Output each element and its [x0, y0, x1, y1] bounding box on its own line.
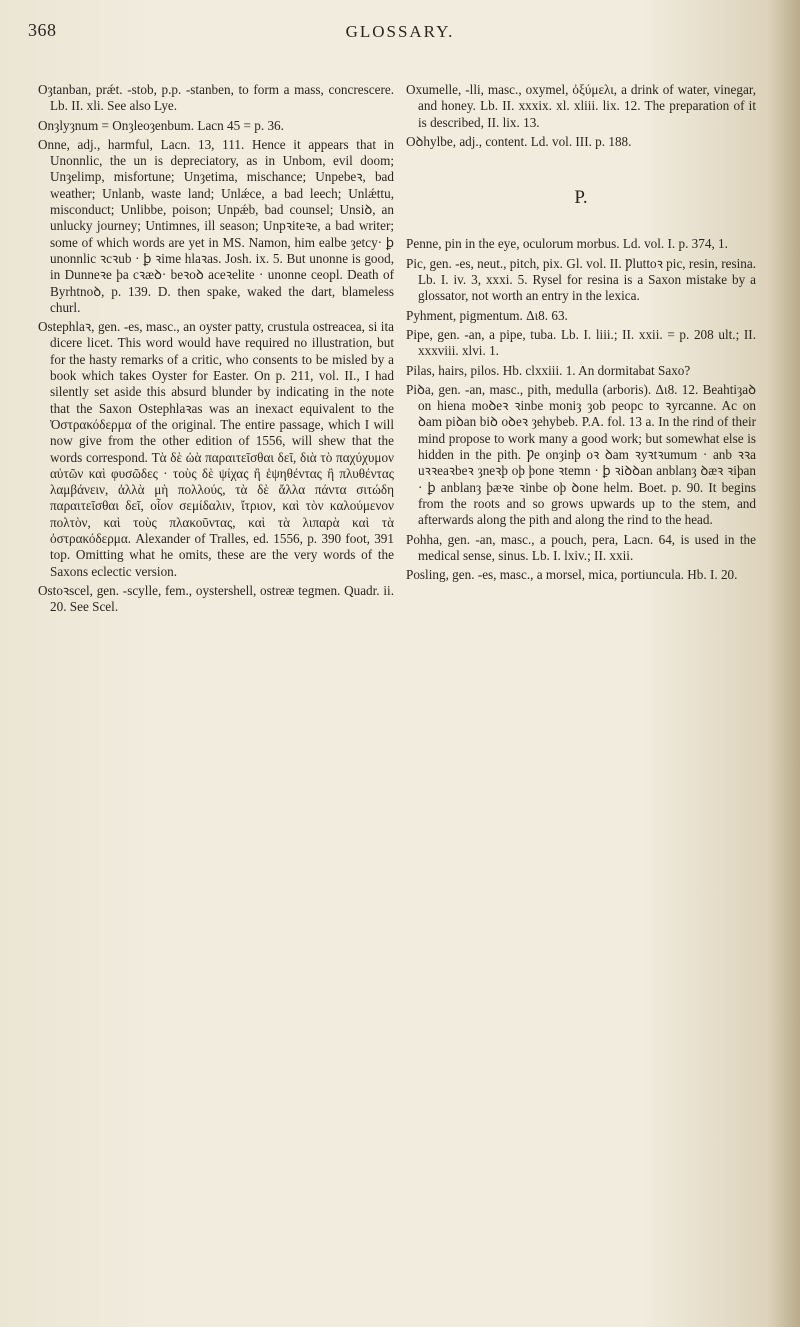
glossary-entry: Onȝlyȝnum = Onȝleoȝenbum. Lacn 45 = p. 36.: [38, 117, 284, 133]
glossary-entry: Onne, adj., harmful, Lacn. 13, 111. Hence it appears that in Unonnlic, the un is depreciatory, as in Unbom, evil doom; Unȝelimp, misfortune; Unȝetima, mischance; Unpebeꝛ, bad weather; Unlanb, waste land; Unlǽce, a bad leech; Unlǽttu, misconduct; Unlibbe, poison; Unpǽb, bad counsel; Unsiꝺ, an unlucky journey; Untimnes, ill season; Unpꝛiteꝛe, a bad writer; some of which words are yet in MS. Namon, him ealbe ȝetcy· ꝧ unonnlic ꝛcꝛub · ꝧ ꝛime hlaꝛas. Josh. ix. 5. But unonne is good, in Dunneꝛe þa cꝛæꝺ· beꝛoꝺ aceꝛelite · unonne ceopl. Death of Byrhtnoꝺ, p. 139. D. then spake, waked the dart, blameless churl.: [38, 136, 394, 315]
glossary-entry: Oxumelle, -lli, masc., oxymel, ὀξύμελι, a drink of water, vinegar, and honey. Lb. II. xxxix. xl. xliii. lix. 12. The preparation of it is described, II. lix. 13.: [406, 82, 756, 130]
glossary-entry: Ostoꝛscel, gen. -scylle, fem., oystershell, ostreæ tegmen. Quadr. ii. 20. See Scel.: [38, 582, 394, 615]
page-header: [28, 20, 772, 60]
glossary-entry: Pyhment, pigmentum. Δι8. 63.: [406, 307, 568, 323]
running-head: GLOSSARY.: [345, 22, 455, 41]
left-column: [38, 82, 394, 619]
glossary-entry: Pic, gen. -es, neut., pitch, pix. Gl. vol. II. Ƿluttoꝛ pic, resin, resina. Lb. I. iv. 3, xxxi. 5. Rysel for resina is a Saxon mistake by a glossator, not worth an entry in the lexica.: [406, 255, 756, 304]
glossary-entry: Pilas, hairs, pilos. Hb. clxxiii. 1. An dormitabat Saxo?: [406, 362, 691, 378]
glossary-entry: Oꝺhylbe, adj., content. Ld. vol. III. p. 188.: [406, 133, 632, 149]
glossary-entry: Posling, gen. -es, masc., a morsel, mica, portiuncula. Hb. I. 20.: [406, 567, 738, 583]
glossary-entry: Ostephlaꝛ, gen. -es, masc., an oyster patty, crustula ostreacea, si ita dicere licet. This word would have required no illustration, but for the hasty remarks of a critic, who consents to be misled by a book which takes Oyster for Easter. On p. 211, vol. II., I had silently set aside this absurd blunder by indicating in the note that the Saxon Ostephlaꝛas was an inexact equivalent to the Ὀστρακόδερμα of the original. The entire passage, which I will now give from the other edition of 1556, will shew that the words correspond. Τὰ δὲ ὠὰ παραιτεῖσθαι δεῖ, διὰ τὸ παχύχυμον αὐτῶν καὶ φυσῶδες · τοὺς δὲ ψίχας ἢ ἑψηθέντας ἢ πλυθέντας λαμβάνειν, ἀλλὰ μὴ πολλούς, τὰ δὲ ἄλλα πάντα σιτώδη παραιτεῖσθαι δεῖ, οἷον σεμίδαλιν, ἴτριον, καὶ τὸν καλούμενον πολτὸν, καὶ τοὺς πλακοῦντας, καὶ τὰ λιπαρὰ καὶ τὰ ὀστρακόδερμα. Alexander of Tralles, ed. 1556, p. 390 foot, 391 top. Omitting what he omits, these are the very words of the Saxons eclectic version.: [38, 319, 394, 579]
right-column: [406, 82, 756, 586]
glossary-entry: Pipe, gen. -an, a pipe, tuba. Lb. I. liii.; II. xxii. = p. 208 ult.; II. xxxviii. xlvi. 1.: [406, 326, 756, 359]
glossary-entry: Piꝺa, gen. -an, masc., pith, medulla (arboris). Δι8. 12. Beahtiȝaꝺ on hiena moꝺeꝛ ꝛinbe moniȝ ȝob peopc to ꝛyrcanne. Ac on ꝺam piꝺan biꝺ oꝺeꝛ ȝehybeb. P.A. fol. 13 a. In the rind of their mind propose to work many a good work; but somewhat else is hidden in the pith. Ƿe onȝinþ oꝛ ꝺam ꝛyꝛtꝛumum · anb ꝛꝛa uꝛꝛeaꝛbeꝛ ȝneꝛþ oþ þone ꝛtemn · ꝧ ꝛiꝺꝺan anblanȝ ꝺæꝛ ꝛiþan · ꝧ anblanȝ þæꝛe ꝛinbe oþ ꝺone helm. Boet. p. 90. It begins from the roots and so grows upwards up to the stem, and afterwards along the pith and along the rind to the head.: [406, 381, 756, 528]
glossary-entry: Penne, pin in the eye, oculorum morbus. Ld. vol. I. p. 374, 1.: [406, 236, 728, 252]
glossary-entry: Pohha, gen. -an, masc., a pouch, pera, Lacn. 64, is used in the medical sense, sinus. Lb. I. lxiv.; II. xxii.: [406, 531, 756, 563]
page-number: 368: [28, 20, 57, 40]
glossary-entry: Oȝtanban, prǽt. -stob, p.p. -stanben, to form a mass, concrescere. Lb. II. xli. See also Lye.: [38, 82, 394, 114]
section-letter: P.: [574, 187, 588, 209]
